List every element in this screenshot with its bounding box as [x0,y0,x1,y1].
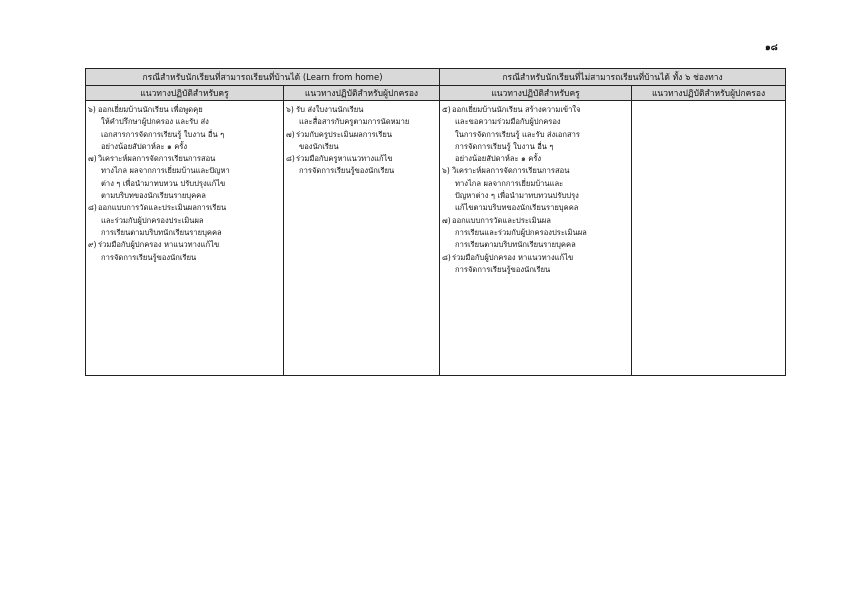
list-item-text: ร่วมมือกับผู้ปกครอง หาแนวทางแก้ไข [452,252,574,262]
list-item-first-line [88,105,203,114]
list-item-number: ๘) [442,252,451,262]
list-item [442,252,629,277]
list-item-text: วิเคราะห์ผลการจัดการเรียนการสอน [98,154,216,164]
list-item-continuation: และร่วมกับผู้ปกครองประเมินผล [101,215,204,225]
list-item-first-line [88,240,219,249]
list-item-first-line [286,154,393,163]
list-item-first-line [442,105,581,114]
list-item-continuation: และขอความร่วมมือกับผู้ปกครอง [455,117,561,127]
list-item-continuation: และสื่อสารกับครูตามการนัดหมาย [299,117,410,127]
list-item-continuation: การจัดการเรียนรู้ของนักเรียน [101,252,197,262]
list-item [442,165,629,214]
list-item [88,239,281,264]
cell-teacher-2 [440,101,632,376]
list-item-continuation: ของนักเรียน [299,141,339,151]
list-item-text: ออกเยี่ยมบ้านนักเรียน สร้างความเข้าใจ [452,105,581,114]
page-number: ๑๘ [765,43,778,53]
list-item [88,202,281,239]
list-item-continuation: อย่างน้อยสัปดาห์ละ ๑ ครั้ง [101,141,188,151]
list-item-continuation: อย่างน้อยสัปดาห์ละ ๑ ครั้ง [455,154,542,164]
list-item [88,153,281,202]
list-item-continuation: การเรียนตามบริบทนักเรียนรายบุคคล [455,240,576,250]
header-parent-1: แนวทางปฏิบัติสำหรับผู้ปกครอง [284,86,440,101]
list-item-text: รับ ส่งใบงานนักเรียน [296,105,364,114]
list-item [286,153,437,178]
cell-parent-2 [632,101,786,376]
group-header-not-learn-from-home: กรณีสำหรับนักเรียนที่ไม่สามารถเรียนที่บ้านได้ ทั้ง ๖ ช่องทาง [440,69,786,86]
list-item-continuation: ทางไกล ผลจากการเยี่ยมบ้านและ [455,178,564,188]
list-item-number: ๗) [442,215,451,225]
list-item-number: ๗) [88,154,97,164]
list-item-continuation: การจัดการเรียนรู้ของนักเรียน [299,166,395,176]
list-item-continuation: การจัดการเรียนรู้ของนักเรียน [455,264,551,274]
list-item-number: ๗) [286,129,295,139]
list-item-continuation: ตามบริบทของนักเรียนรายบุคคล [101,191,206,201]
list-item [88,104,281,153]
list-item [442,104,629,165]
list-item-first-line [88,154,215,163]
list-item-continuation: การเรียนและร่วมกับผู้ปกครองประเมินผล [455,227,587,237]
list-item-number: ๘) [286,154,295,164]
list-item-text: ออกแบบการวัดและประเมินผล [452,215,551,225]
list-item-continuation: ทางไกล ผลจากการเยี่ยมบ้านและปัญหา [101,166,230,176]
content-row [86,101,786,376]
list-item-number: ๖) [88,105,96,114]
list-item-text: ร่วมมือกับครูหาแนวทางแก้ไข [296,154,393,164]
list-item-continuation: ปัญหาต่าง ๆ เพื่อนำมาทบทวนปรับปรุง [455,191,579,201]
header-teacher-1: แนวทางปฏิบัติสำหรับครู [86,86,284,101]
header-parent-2: แนวทางปฏิบัติสำหรับผู้ปกครอง [632,86,786,101]
guidelines-table [85,68,786,376]
list-item-continuation: ในการจัดการเรียนรู้ และรับ ส่งเอกสาร [455,129,580,139]
list-item-continuation: เอกสารการจัดการเรียนรู้ ใบงาน อื่น ๆ [101,129,225,139]
list-item-number: ๘) [88,203,97,213]
list-item-continuation: การจัดการเรียนรู้ ใบงาน อื่น ๆ [455,141,554,151]
header-teacher-2: แนวทางปฏิบัติสำหรับครู [440,86,632,101]
cell-teacher-1 [86,101,284,376]
list-item-first-line [88,203,226,212]
group-header-learn-from-home: กรณีสำหรับนักเรียนที่สามารถเรียนที่บ้านได้ (Learn from home) [86,69,440,86]
list-item [286,129,437,154]
list-item-number: ๙) [88,240,97,250]
list-item-number: ๖) [286,105,294,114]
list-item-text: วิเคราะห์ผลการจัดการเรียนการสอน [452,166,570,176]
header-row-groups [86,69,786,86]
list-item-number: ๕) [442,105,451,114]
list-item-first-line [442,253,573,262]
list-item-text: ร่วมมือกับผู้ปกครอง หาแนวทางแก้ไข [98,240,220,250]
list-item-text: ออกเยี่ยมบ้านนักเรียน เพื่อพูดคุย [98,105,203,114]
list-item-text: ออกแบบการวัดและประเมินผลการเรียน [98,203,227,213]
list-item-first-line [286,130,392,139]
list-item-continuation: การเรียนตามบริบทนักเรียนรายบุคคล [101,227,222,237]
list-item-number: ๖) [442,166,450,176]
list-item-continuation: ให้คำปรึกษาผู้ปกครอง และรับ ส่ง [101,117,209,127]
list-item-text: ร่วมกับครูประเมินผลการเรียน [296,129,393,139]
header-row-roles [86,86,786,101]
list-item-first-line [442,216,551,225]
list-item-continuation: ต่าง ๆ เพื่อนำมาทบทวน ปรับปรุงแก้ไข [101,178,226,188]
cell-parent-1 [284,101,440,376]
list-item-first-line [442,166,569,175]
list-item-first-line [286,105,363,114]
list-item-continuation: แก้ไขตามบริบทของนักเรียนรายบุคคล [455,203,579,213]
list-item [442,215,629,252]
list-item [286,104,437,129]
